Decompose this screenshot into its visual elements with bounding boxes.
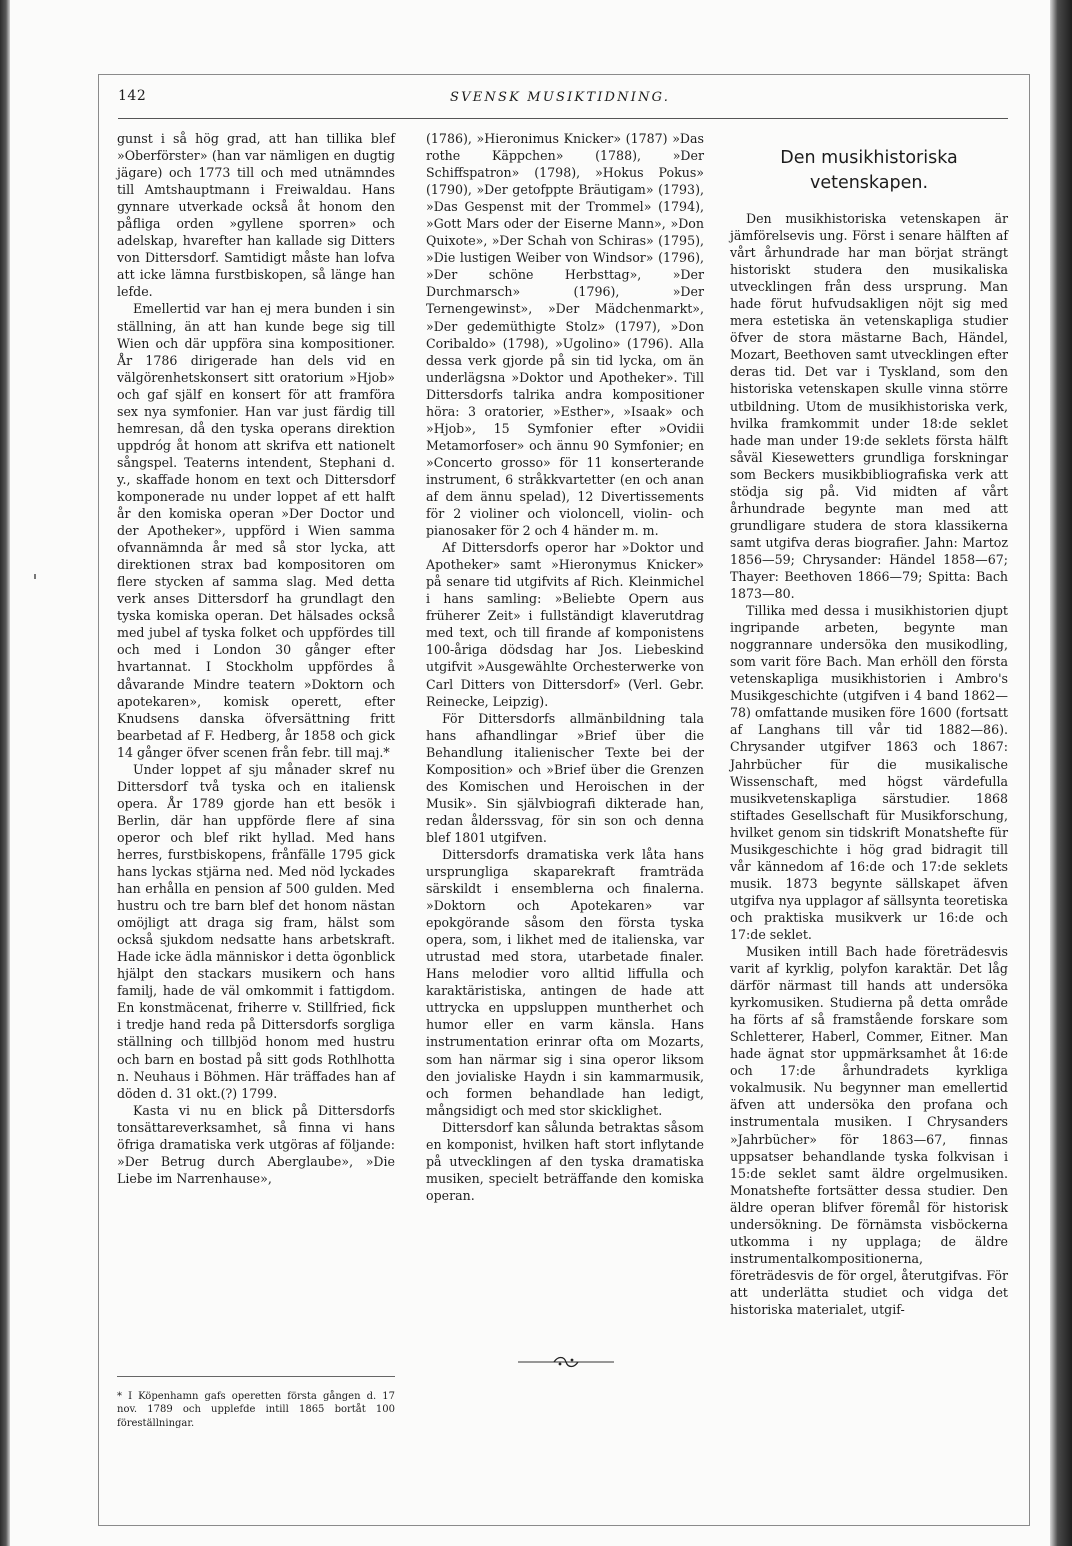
- stray-ink-mark: [34, 574, 36, 579]
- paragraph: (1786), »Hieronimus Knicker» (1787) »Das rothe Käppchen» (1788), »Der Schiffspatron» (1798), »Hokus Pokus» (1790), »Der getofppte Bräutigam» (1793), »Das Gespenst mit der Trommel» (1794), »Gott Mars oder der Eiserne Mann», »Don Quixote», »Der Schah von Schiras» (1795), »Die lustigen Weiber von Windsor» (1796), »Der schöne Herbsttag», »Der Durchmarsch» (1796), »Der Ternengewinst», »Der Mädchenmarkt», »Der gedemüthigte Stolz» (1797), »Don Coribaldo» (1798), »Ugolino» (1796). Alla dessa verk gjorde på sin tid lycka, om än underlägsna »Doktor und Apotheker». Till Dittersdorfs talrika andra kompositioner höra: 3 oratorier, »Esther», »Isaak» och »Hjob», 15 Symfonier efter »Ovidii Metamorfoser» och ännu 90 Symfonier; en »Concerto grosso» för 11 konserterande instrument, 6 stråkkvartetter (en och anan af dem ännu spelad), 12 Divertissements för 2 violiner och violoncell, violin- och pianosaker för 2 och 4 händer m. m.: [426, 131, 704, 539]
- paragraph: Den musikhistoriska vetenskapen är jämförelsevis ung. Först i senare hälften af vårt århundrade har man börjat strängt historiskt studera den musikaliska utvecklingen från dess ursprung. Man hade förut hufvudsakligen nöjt sig med mera estetiska än vetenskapliga studier öfver de stora mästarne Bach, Händel, Mozart, Beethoven samt utvecklingen efter deras tid. Det var i Tyskland, som den historiska vetenskapen skulle vinna större utbildning. Utom de musikhistoriska verk, hvilka framkommit under 18:de seklet hade man under 19:de seklets första hälft såväl Kiesewetters grundliga forskningar som Beckers musikbibliografiska verk att stödja sig på. Vid midten af vårt århundrade begynte man med att grundligare studera de stora klassikerna samt utgifva deras biografier. Jahn: Martoz 1856—59; Chrysander: Händel 1858—67; Thayer: Beethoven 1866—79; Spitta: Bach 1873—80.: [730, 211, 1008, 602]
- page-header: [118, 84, 1008, 112]
- paragraph: Under loppet af sju månader skref nu Dittersdorf två tyska och en italiensk opera. År 1789 gjorde han ett besök i Berlin, där han uppförde flere af sina operor och blef rikt hyllad. Med hans herres, furstbiskopens, frånfälle 1795 gick hans lyckas stjärna ned. Med nöd lyckades han erhålla en pension af 500 gulden. Med hustru och tre barn blef det honom nästan omöjligt att draga sig fram, hälst som också sjukdom nedsatte hans arbetskraft. Hade icke ädla människor i detta ögonblick hjälpt den stackars musikern och hans familj, hade de väl omkommit i fattigdom. En konstmäcenat, friherre v. Stillfried, fick i tredje hand reda på Dittersdorfs sorgliga ställning och tillbjöd honom med hustru och barn en bostad på sitt gods Rothlhotta n. Neuhaus i Böhmen. Här träffades han af döden d. 31 okt.(?) 1799.: [117, 761, 396, 1101]
- footnote: * I Köpenhamn gafs operetten första gången d. 17 nov. 1789 och upplefde intill 1865 bortåt 100 föreställningar.: [117, 1391, 395, 1429]
- paragraph: Kasta vi nu en blick på Dittersdorfs tonsättareverksamhet, så finna vi hans öfriga dramatiska verk utgöras af följande: »Der Betrug durch Aberglaube», »Die Liebe im Narrenhause»,: [117, 1102, 395, 1186]
- ornament-vignette-icon: [518, 1354, 614, 1370]
- journal-title: SVENSK MUSIKTIDNING.: [450, 90, 671, 105]
- paragraph: Musiken intill Bach hade företrädesvis varit af kyrklig, polyfon karaktär. Det låg därför närmast till hands att undersöka kyrkomusiken. Studierna på detta område ha förts af så framstående forskare som Schletterer, Haberl, Commer, Eitner. Man hade ägnat stor uppmärksamhet åt 16:de och 17:de århundradets kyrkliga vokalmusik. Nu begynner man emellertid äfven att undersöka den profana och instrumentala musiken. I Chrysanders »Jahrbücher» för 1863—67, finnas uppsatser behandlande tyska folkvisan i 15:de seklet samt äldre orgelmusiken. Monatshefte fortsätter dessa studier. Den äldre operan blifver föremål för historisk undersökning. De förnämsta visböckerna utkomma i ny upplaga; de äldre instrumentalkompositionerna, företrädesvis de för orgel, återutgifvas. För att underlätta studiet och vidga det historiska materialet, utgif-: [730, 944, 1008, 1317]
- scan-edge-right: [1050, 0, 1072, 1546]
- paragraph: Dittersdorf kan sålunda betraktas såsom en komponist, hvilken haft stort inflytande på utvecklingen af den tyska dramatiska musiken, specielt beträffande den komiska operan.: [426, 1119, 704, 1203]
- scan-edge-left: [0, 0, 10, 1546]
- heading-line-2: vetenskapen.: [809, 173, 929, 193]
- paragraph: Dittersdorfs dramatiska verk låta hans ursprungliga skaparekraft framträda särskildt i ensemblerna och finalerna. »Doktorn och Apotekaren» var epokgörande såsom den första tyska opera, som, i likhet med de italienska, var utrustad med stora, utarbetade finaler. Hans melodier voro alltid liffulla och karaktäristiska, antingen de hade att uttrycka en uppsluppen muntherhet och humor eller en varm känsla. Hans instrumentation erinrar ofta om Mozarts, som han närmar sig i sina operor liksom den jovialiske Haydn i sin kammarmusik, och formen behandlade han ledigt, mångsidigt och med stor skicklighet.: [426, 846, 704, 1118]
- heading-line-1: Den musikhistoriska: [780, 148, 958, 168]
- page-number: 142: [118, 88, 147, 104]
- article-heading: [730, 146, 1008, 196]
- paragraph: gunst i så hög grad, att han tillika blef »Oberförster» (han var nämligen en dugtig jägare) och 1773 till och med utnämndes till Amtshauptmann i Freiwaldau. Hans gynnare utverkade också åt honom den påfliga orden »gyllene sporren» och adelskap, hvarefter han kallade sig Ditters von Dittersdorf. Samtidigt måste han lofva att icke lämna furstbiskopen, så länge han lefde.: [117, 131, 395, 300]
- text-column-2: [426, 130, 704, 1204]
- paragraph: Emellertid var han ej mera bunden i sin ställning, än att han kunde bege sig till Wien och där uppföra sina kompositioner. År 1786 dirigerade han dels vid en välgörenhetskonsert sitt oratorium »Hjob» och gaf själf en konsert för att framföra sex nya symfonier. Han var just färdig till hemresan, då den tyska operans direktion uppdróg åt honom att skrifva ett nationelt sångspel. Teaterns intendent, Stephani d. y., skaffade honom en text och Dittersdorf komponerade nu under loppet af ett halft år den komiska operan »Der Doctor und der Apotheker», uppförd i Wien samma ofvannämnda år med så stor lycka, att direktionen strax bad kompositoren om flere stycken af samma slag. Med detta verk anses Dittersdorf ha grundlagt den tyska komiska operan. Det hälsades också med jubel af tyska folket och uppfördes till och med i London 30 gånger efter hvartannat. I Stockholm uppfördes å dåvarande Mindre teatern »Doktorn och apotekaren», komisk operett, efter Knudsens danska öfversättning fritt bearbetad af F. Hedberg, år 1858 och gick 14 gånger öfver scenen från febr. till maj.*: [117, 301, 395, 760]
- paragraph: För Dittersdorfs allmänbildning tala hans afhandlingar »Brief über die Behandlung italienischer Texte bei der Komposition» och »Brief über die Grenzen des Komischen und Heroischen in der Musik». Sin självbiografi dikterade han, redan ålderssvag, för sin son och denna blef 1801 utgifven.: [426, 710, 704, 845]
- paragraph: Af Dittersdorfs operor har »Doktor und Apotheker» samt »Hieronymus Knicker» på senare tid utgifvits af Rich. Kleinmichel i hans samling: »Beliebte Opern aus früherer Zeit» i fullständigt klaverutdrag med text, och till firande af komponistens 100-åriga dödsdag har Jos. Liebeskind utgifvit »Ausgewählte Orchesterwerke von Carl Ditters von Dittersdorf» (Verl. Gebr. Reinecke, Leipzig).: [426, 540, 704, 709]
- paragraph: Tillika med dessa i musikhistorien djupt ingripande arbeten, begynte man noggrannare undersöka den musikodling, som varit före Bach. Man erhöll den första vetenskapliga musikhistorien i Ambro's Musikgeschichte (utgifven i 4 band 1862—78) omfattande musiken före 1600 (fortsatt af Langhans till vår tid 1882—86). Chrysander utgifver 1863 och 1867: Jahrbücher für die musikalische Wissenschaft, med högst värdefulla musikvetenskapliga särstudier. 1868 stiftades Gesellschaft für Musikforschung, hvilket genom sin tidskrift Monatshefte für Musikgeschichte i hög grad bidragit till vår kännedom af 16:de och 17:de seklets musik. 1873 begynte sällskapet äfven utgifva nya upplagor af sällsynta teoretiska och praktiska musikverk ur 16:de och 17:de seklet.: [730, 603, 1008, 942]
- header-rule: [118, 118, 1008, 119]
- text-column-3: [730, 130, 1008, 1318]
- footnote-rule: [117, 1376, 395, 1377]
- text-column-1: [117, 130, 395, 1187]
